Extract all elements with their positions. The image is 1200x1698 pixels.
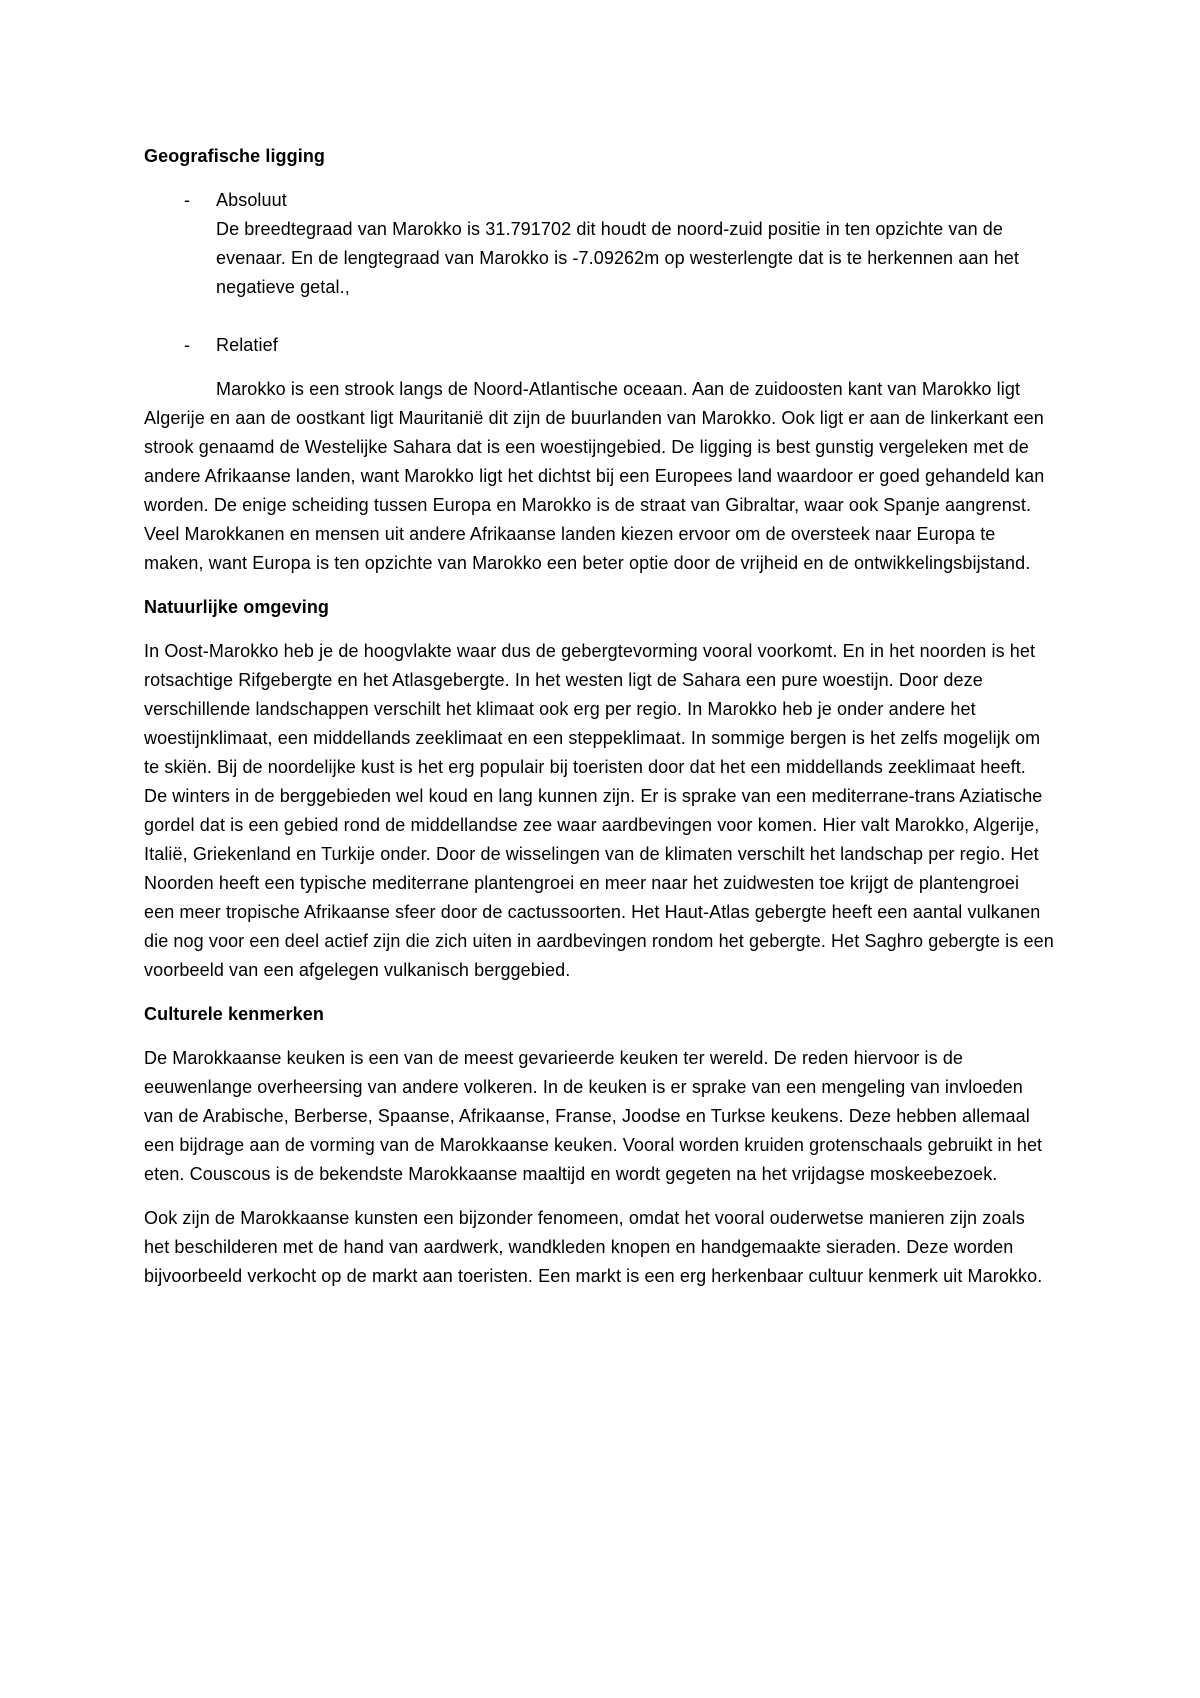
list-item-text: De breedtegraad van Marokko is 31.791702 dit houdt de noord-zuid positie in ten opzichte van de evenaar. En de lengtegraad van Marokko is -7.09262m op westerlengte dat is te herkennen aan het negatieve getal., [216, 219, 1020, 297]
spacer [144, 360, 1054, 375]
heading-natuurlijke-omgeving: Natuurlijke omgeving [144, 597, 330, 617]
spacer [144, 1029, 1054, 1044]
paragraph-kunsten: Ook zijn de Marokkaanse kunsten een bijzonder fenomeen, omdat het vooral ouderwetse manieren zijn zoals het beschilderen met de hand van aardwerk, wandkleden knopen en handgemaakte sieraden. Deze worden bijvoorbeeld verkocht op de markt aan toeristen. Een markt is een erg herkenbaar cultuur kenmerk uit Marokko. [144, 1208, 1043, 1286]
spacer [144, 578, 1054, 593]
document-page [144, 142, 1054, 1291]
paragraph-relatief: Marokko is een strook langs de Noord-Atlantische oceaan. Aan de zuidoosten kant van Marokko ligt Algerije en aan de oostkant ligt Mauritanië dit zijn de buurlanden van Marokko. Ook ligt er aan de linkerkant een strook genaamd de Westelijke Sahara dat is een woestijngebied. De ligging is best gunstig vergeleken met de andere Afrikaanse landen, want Marokko ligt het dichtst bij een Europees land waardoor er goed gehandeld kan worden. De enige scheiding tussen Europa en Marokko is de straat van Gibraltar, waar ook Spanje aangrenst. Veel Marokkanen en mensen uit andere Afrikaanse landen kiezen ervoor om de oversteek naar Europa te maken, want Europa is ten opzichte van Marokko een beter optie door de vrijheid en de ontwikkelingsbijstand. [144, 379, 1045, 573]
spacer [144, 622, 1054, 637]
heading-geografische-ligging: Geografische ligging [144, 146, 326, 166]
spacer [144, 1189, 1054, 1204]
list-item-title: Relatief [216, 335, 278, 355]
paragraph-keuken: De Marokkaanse keuken is een van de meest gevarieerde keuken ter wereld. De reden hiervoor is de eeuwenlange overheersing van andere volkeren. In de keuken is er sprake van een mengeling van invloeden van de Arabische, Berberse, Spaanse, Afrikaanse, Franse, Joodse en Turkse keukens. Deze hebben allemaal een bijdrage aan de vorming van de Marokkaanse keuken. Vooral worden kruiden grotenschaals gebruikt in het eten. Couscous is de bekendste Marokkaanse maaltijd en wordt gegeten na het vrijdagse moskeebezoek. [144, 1048, 1043, 1184]
spacer [144, 171, 1054, 186]
bullet-dash: - [184, 190, 191, 210]
paragraph-natuurlijke-omgeving: In Oost-Marokko heb je de hoogvlakte waar dus de gebergtevorming vooral voorkomt. En in het noorden is het rotsachtige Rifgebergte en het Atlasgebergte. In het westen ligt de Sahara een pure woestijn. Door deze verschillende landschappen verschilt het klimaat ook erg per regio. In Marokko heb je onder andere het woestijnklimaat, een middellands zeeklimaat en een steppeklimaat. In sommige bergen is het zelfs mogelijk om te skiën. Bij de noordelijke kust is het erg populair bij toeristen door dat het een middellands zeeklimaat heeft. De winters in de berggebieden wel koud en lang kunnen zijn. Er is sprake van een mediterrane-trans Aziatische gordel dat is een gebied rond de middellandse zee waar aardbevingen voor komen. Hier valt Marokko, Algerije, Italië, Griekenland en Turkije onder. Door de wisselingen van de klimaten verschilt het landschap per regio. Het Noorden heeft een typische mediterrane plantengroei en meer naar het zuidwesten toe krijgt de plantengroei een meer tropische Afrikaanse sfeer door de cactussoorten. Het Haut-Atlas gebergte heeft een aantal vulkanen die nog voor een deel actief zijn die zich uiten in aardbevingen rondom het gebergte. Het Saghro gebergte is een voorbeeld van een afgelegen vulkanisch berggebied. [144, 641, 1054, 980]
heading-culturele-kenmerken: Culturele kenmerken [144, 1004, 324, 1024]
list-item-relatief [144, 331, 1054, 360]
list-item-title: Absoluut [216, 190, 287, 210]
spacer [144, 302, 1054, 331]
list-item-absoluut [144, 186, 1054, 302]
bullet-dash: - [184, 335, 191, 355]
spacer [144, 985, 1054, 1000]
